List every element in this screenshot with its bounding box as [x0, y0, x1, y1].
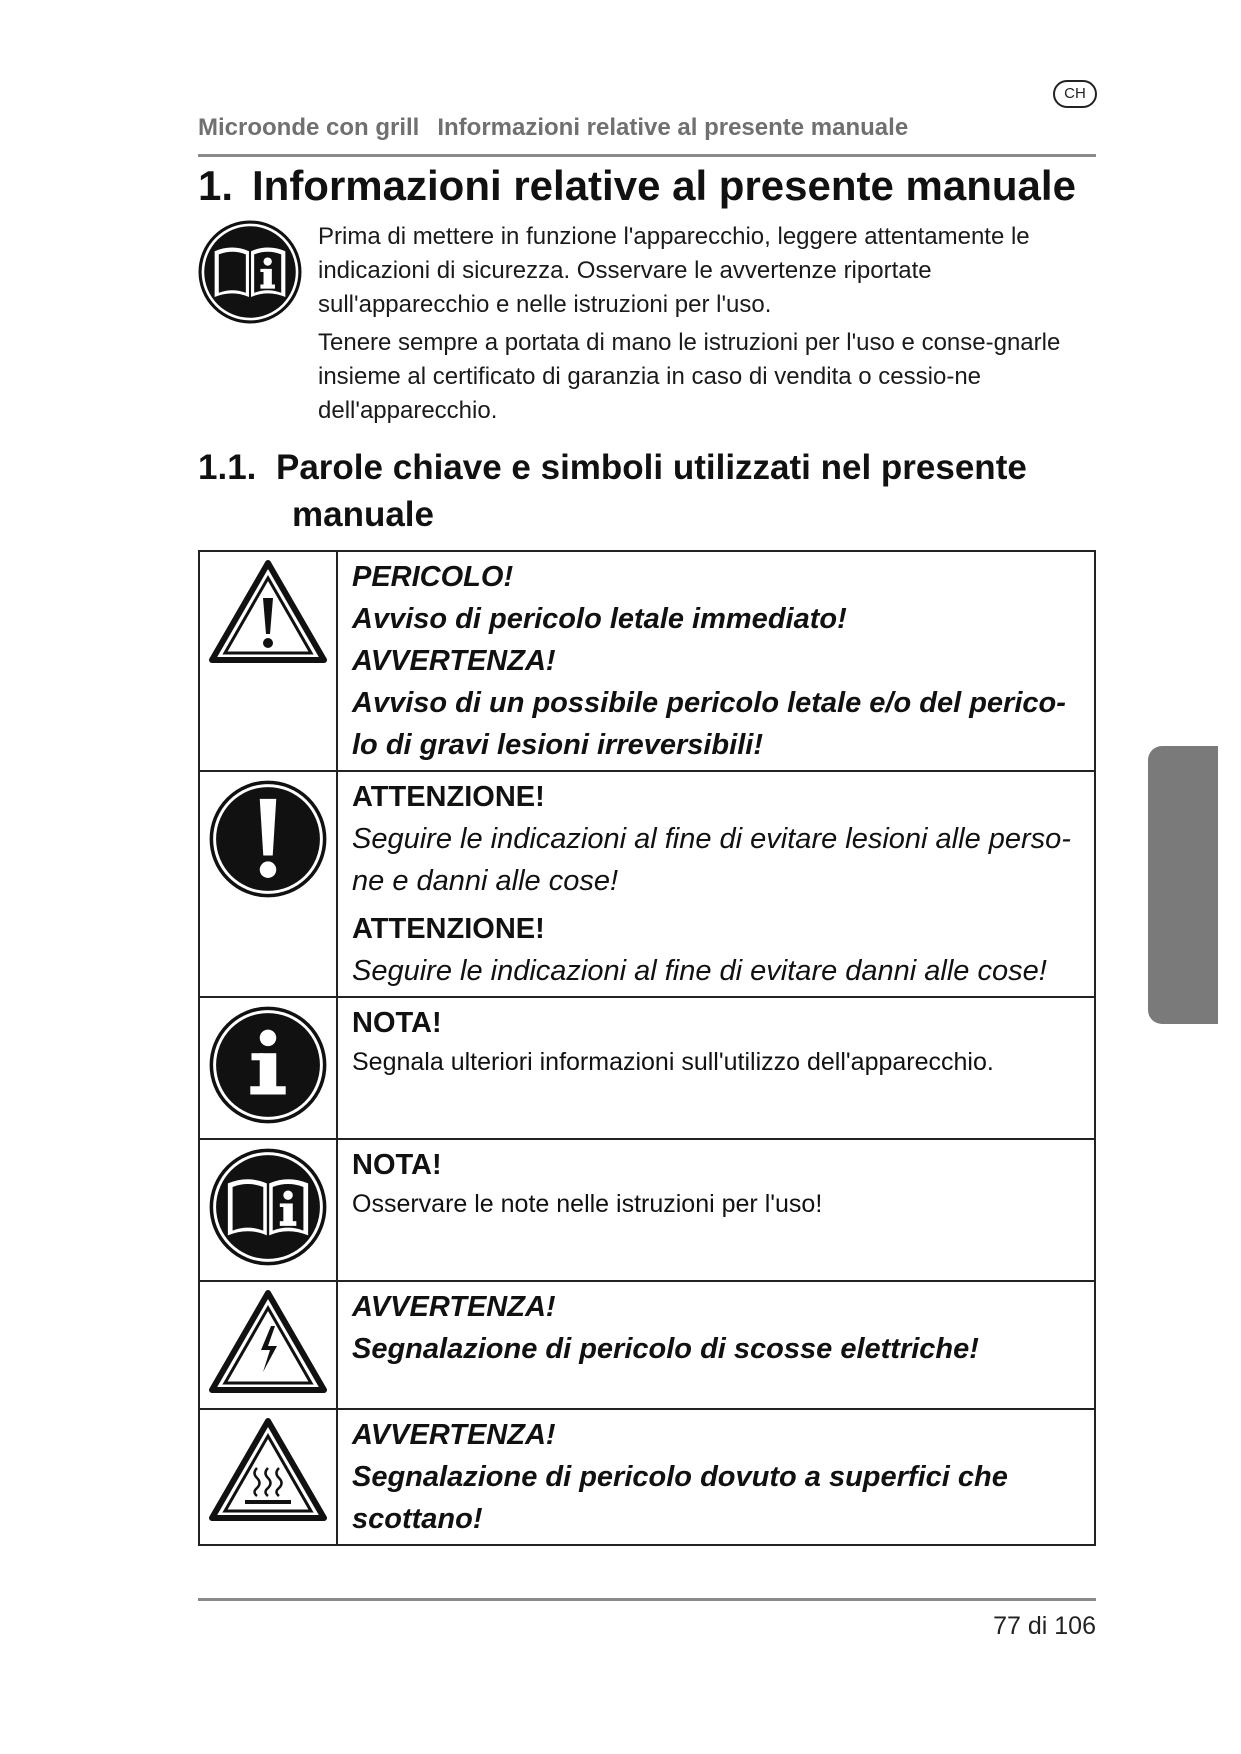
- text-cell: [337, 997, 1095, 1139]
- icon-cell: [199, 1139, 337, 1281]
- table-row: [199, 551, 1095, 771]
- table-row: [199, 997, 1095, 1139]
- chapter-title: [198, 162, 1076, 210]
- table-row: [199, 771, 1095, 997]
- text-cell: [337, 1281, 1095, 1409]
- signal-word: ATTENZIONE!: [352, 781, 545, 813]
- exclamation-circle-icon: [209, 780, 327, 898]
- description: Osservare le note nelle istruzioni per l'uso!: [352, 1190, 823, 1218]
- header-section: Informazioni relative al presente manuale: [437, 114, 909, 141]
- intro-paragraph-2: Tenere sempre a portata di mano le istruzioni per l'uso e conse-gnarle insieme al certificato di garanzia in caso di vendita o cessio-ne dell'apparecchio.: [318, 329, 1061, 424]
- description: Segnalazione di pericolo dovuto a superfici che scottano!: [352, 1461, 1008, 1535]
- icon-cell: [199, 771, 337, 997]
- hot-surface-triangle-icon: [207, 1416, 329, 1524]
- intro-text: [318, 220, 1098, 432]
- table-row: [199, 1139, 1095, 1281]
- section-title-line-1: Parole chiave e simboli utilizzati nel presente: [276, 448, 1027, 487]
- header-rule: [198, 154, 1096, 157]
- section-title: [198, 444, 1027, 538]
- icon-cell: [199, 551, 337, 771]
- text-cell: [337, 551, 1095, 771]
- chapter-title-text: Informazioni relative al presente manuale: [252, 162, 1076, 209]
- description: Avviso di un possibile pericolo letale e/o del perico-lo di gravi lesioni irreversibili!: [352, 687, 1066, 761]
- header-product: Microonde con grill: [198, 114, 420, 141]
- description: Seguire le indicazioni al fine di evitare danni alle cose!: [352, 955, 1047, 987]
- signal-word: PERICOLO!: [352, 561, 514, 593]
- section-number: 1.1.: [198, 448, 257, 487]
- signal-word: NOTA!: [352, 1007, 442, 1039]
- signal-word: AVVERTENZA!: [352, 645, 556, 677]
- table-row: [199, 1409, 1095, 1545]
- description: Segnalazione di pericolo di scosse elettriche!: [352, 1333, 979, 1365]
- page-number: 77 di 106: [993, 1612, 1096, 1640]
- text-cell: [337, 1409, 1095, 1545]
- text-cell: [337, 771, 1095, 997]
- footer-rule: [198, 1598, 1096, 1601]
- manual-book-icon: [198, 220, 302, 324]
- icon-cell: [199, 1281, 337, 1409]
- table-row: [199, 1281, 1095, 1409]
- section-title-line-2: manuale: [292, 495, 434, 534]
- chapter-number: 1.: [198, 162, 234, 209]
- signal-word: NOTA!: [352, 1149, 442, 1181]
- country-badge: CH: [1053, 80, 1097, 108]
- intro-paragraph-1: Prima di mettere in funzione l'apparecchio, leggere attentamente le indicazioni di sicurezza. Osservare le avvertenze riportate sull'apparecchio e nelle istruzioni per l'uso.: [318, 223, 1030, 318]
- text-cell: [337, 1139, 1095, 1281]
- description: Segnala ulteriori informazioni sull'utilizzo dell'apparecchio.: [352, 1048, 994, 1076]
- running-header: [198, 114, 1096, 142]
- description: Seguire le indicazioni al fine di evitare lesioni alle perso-ne e danni alle cose!: [352, 823, 1071, 897]
- signal-word: AVVERTENZA!: [352, 1419, 556, 1451]
- warning-triangle-icon: [207, 558, 329, 666]
- signal-word: AVVERTENZA!: [352, 1291, 556, 1323]
- info-circle-icon: [209, 1006, 327, 1124]
- icon-cell: [199, 997, 337, 1139]
- symbols-table: [198, 550, 1096, 1546]
- signal-word: ATTENZIONE!: [352, 913, 545, 945]
- side-tab: [1148, 746, 1218, 1024]
- manual-book-icon: [209, 1148, 327, 1266]
- electric-shock-triangle-icon: [207, 1288, 329, 1396]
- icon-cell: [199, 1409, 337, 1545]
- description: Avviso di pericolo letale immediato!: [352, 603, 847, 635]
